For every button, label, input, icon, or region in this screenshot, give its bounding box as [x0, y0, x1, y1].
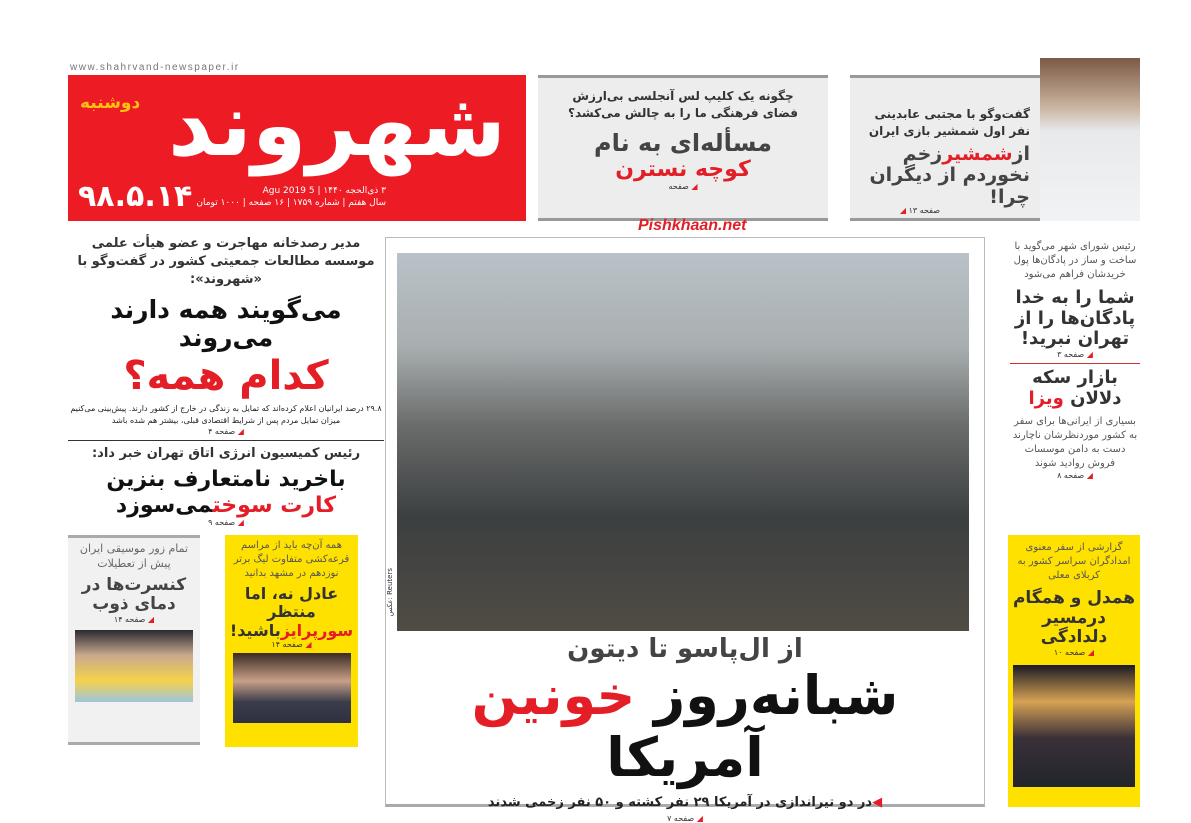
issue-info: ۳ ذی‌الحجه ۱۴۴۰ | 5 Agu 2019 سال هفتم | شماره ۱۷۵۹ | ۱۶ صفحه | ۱۰۰۰ تومان [196, 186, 386, 209]
singer-photo [75, 630, 193, 702]
right-story-barracks[interactable]: رئیس شورای شهر می‌گوید با ساخت و ساز در پادگان‌ها پول خریدشان فراهم می‌شود شما را به خدا پادگان‌ها را از تهران نبرید! ◢ صفحه ۳ بازار سکه دلالان ویزا بسیاری از ایرانی‌ها برای سفر به کشور موردنظرشان ناچارند دست به دامن موسسات فروش روادید شوند ◢ صفحه ۸ [1010, 240, 1140, 480]
presenter-photo [233, 653, 351, 723]
weekday: دوشنبه [80, 93, 141, 113]
fencer-photo [1040, 58, 1140, 221]
issue-date: ۹۸.۵.۱۴ [78, 179, 193, 214]
karbala-story[interactable]: گزارشی از سفر معنوی امدادگران سراسر کشور به کربلای معلی همدل و همگام درمسیر دلدادگی ◢ صفحه ۱۰ [1008, 535, 1140, 807]
concert-story[interactable]: تمام زور موسیقی ایران پیش از تعطیلات کنسرت‌ها در دمای ذوب ◢ صفحه ۱۴ [68, 535, 200, 745]
group-photo [1013, 665, 1135, 787]
el-paso-shooting-photo [397, 253, 969, 631]
top-middle-story[interactable]: چگونه یک کلیپ لس آنجلسی بی‌ارزش فضای فرهنگی ما را به چالش می‌کشد؟ مسأله‌ای به نام کوچه نسترن ◢ صفحه [538, 75, 828, 221]
top-right-story[interactable]: گفت‌وگو با مجتبی عابدینی نفر اول شمشیر بازی ایران ازشمشیرزخم نخوردم از دیگران چرا! ◢ صفحه ۱۳ [850, 75, 1140, 221]
masthead [68, 75, 526, 221]
divider [68, 440, 384, 441]
main-story[interactable]: عکس: Reuters از ال‌پاسو تا دیتون شبانه‌روز خونین آمریکا ◀در دو تیراندازی در آمریکا ۲۹ نفر کشته و ۵۰ نفر زخمی شدند ◢ صفحه ۷ [385, 237, 985, 807]
site-url: www.shahrvand-newspaper.ir [70, 62, 240, 73]
newspaper-logo: شهروند [168, 73, 506, 176]
watermark: Pishkhaan.net [638, 217, 747, 234]
league-draw-story[interactable]: همه آن‌چه باید از مراسم قرعه‌کشی متفاوت لیگ برتر نوزدهم در مشهد بدانید عادل نه، اما منتظر سورپرایزباشید! ◢ صفحه ۱۴ [225, 535, 358, 747]
photo-credit: عکس: Reuters [386, 568, 394, 617]
left-story-migration[interactable]: مدیر رصدخانه مهاجرت و عضو هیأت علمی موسسه مطالعات جمعیتی کشور در گفت‌وگو با «شهروند»: می‌گویند همه دارند می‌روند کدام همه؟ ۲۹.۸ درصد ایرانیان اعلام کرده‌اند که تمایل به زندگی در خارج از کشور دارند. پیش‌بینی می‌کنیم میزان تمایل مردم پس از شرایط اقتصادی قبلی، بیشتر هم شده باشد ◢ صفحه ۴ رئیس کمیسیون انرژی اتاق تهران خبر داد: باخرید نامتعارف بنزین کارت سوختمی‌سوزد ◢ صفحه ۹ [68, 235, 384, 527]
